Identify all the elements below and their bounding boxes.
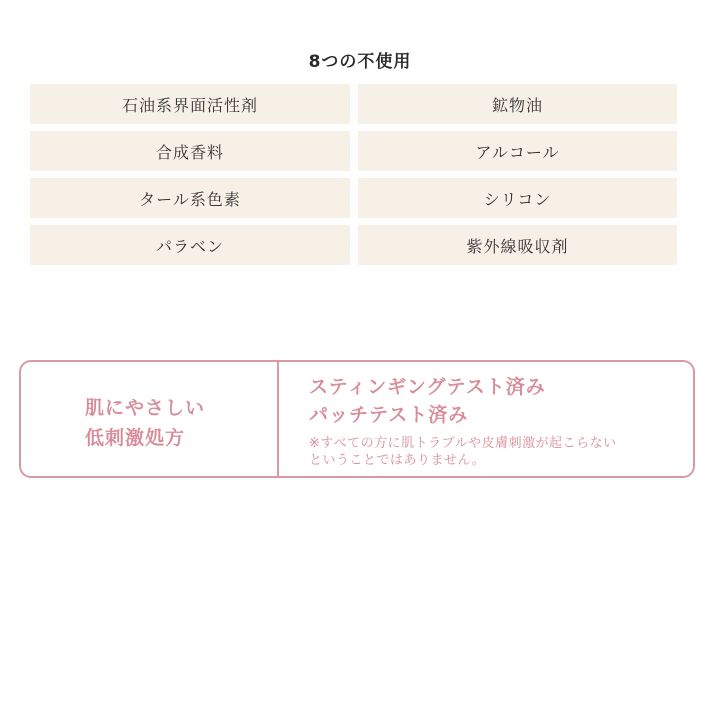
free-from-item: タール系色素 <box>30 178 350 218</box>
claims-divider <box>277 362 279 476</box>
free-from-item: シリコン <box>358 178 677 218</box>
free-from-item: 合成香料 <box>30 131 350 171</box>
gentle-claim-line-1: 肌にやさしい <box>85 397 206 419</box>
gentle-claim-line-2: 低刺激処方 <box>85 427 186 449</box>
disclaimer-note <box>309 435 679 469</box>
section-title: 8つの不使用 <box>308 52 412 72</box>
free-from-grid <box>30 84 677 265</box>
test-claims <box>309 373 546 429</box>
free-from-item: 石油系界面活性剤 <box>30 84 350 124</box>
free-from-item: パラベン <box>30 225 350 265</box>
free-from-item: 鉱物油 <box>358 84 677 124</box>
disclaimer-line-2: ということではありません。 <box>309 453 486 468</box>
claims-box <box>19 360 695 478</box>
free-from-item: 紫外線吸収剤 <box>358 225 677 265</box>
stinging-test-claim: スティンギングテスト済み <box>309 376 546 398</box>
disclaimer-line-1: ※すべての方に肌トラブルや皮膚刺激が起こらない <box>309 436 617 451</box>
free-from-item: アルコール <box>358 131 677 171</box>
patch-test-claim: パッチテスト済み <box>309 404 469 426</box>
gentle-claim <box>85 393 205 453</box>
